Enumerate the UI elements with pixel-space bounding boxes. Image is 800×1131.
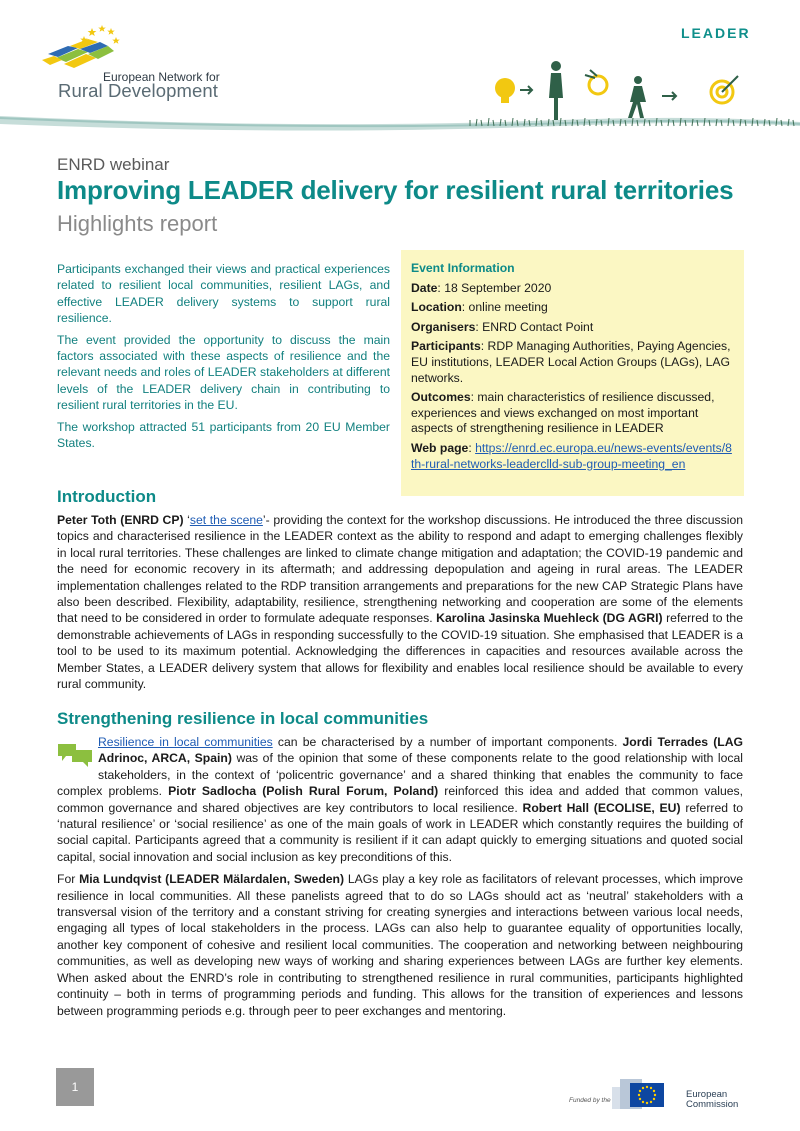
intro-paragraph: The workshop attracted 51 participants from 20 EU Member States. (57, 419, 390, 451)
page-title: Improving LEADER delivery for resilient rural territories (57, 175, 734, 205)
event-webpage: Web page: https://enrd.ec.europa.eu/news-events/events/8th-rural-networks-leaderclld-sub-group-meeting_en (411, 440, 732, 471)
set-the-scene-link[interactable]: set the scene (189, 513, 263, 527)
funded-by-label: Funded by the (569, 1097, 611, 1104)
resilience-heading: Strengthening resilience in local communities (57, 709, 429, 728)
resilience-paragraph: For Mia Lundqvist (LEADER Mälardalen, Sweden) LAGs play a key role as facilitators of relevant processes, which improve resilience in local communities. All these panelists agreed that to do so LAGs should act as ‘neutral’ stakeholders with a transversal vision of the territory and a constant striving for creating synergies and interactions between various local needs, engaging all types of local stakeholders in the process. LAGs can also help to guarantee equality of opportunities locally, another key component of cohesive and resilient local communities. The cooperation and networking between neighbouring communities, as well as developing new ways of working and sharing experiences between LAGs are further key elements. When asked about the ENRD’s role in contributing to strengthened resilience in rural communities, participants highlighted continuity – both in terms of programming periods and funding. This allows for the transition of experiences and lessons between programming periods e.g. through peer to peer exchanges and mentoring. (57, 872, 744, 1018)
event-participants: Participants: RDP Managing Authorities, Paying Agencies, EU institutions, LEADER Local Action Groups (LAGs), LAG networks. (411, 339, 731, 385)
ec-label-line1: European (686, 1089, 728, 1100)
intro-paragraph: The event provided the opportunity to discuss the main factors associated with these aspects of resilience and the relevant needs and roles of LEADER stakeholders at different levels of the LEADER delivery chain in contributing to resilient rural territories in the EU. (57, 332, 390, 413)
event-webpage-link[interactable]: https://enrd.ec.europa.eu/news-events/events/8th-rural-networks-leaderclld-sub-group-meeting_en (411, 440, 732, 471)
ec-label-line2: Commission (686, 1099, 739, 1110)
page-number: 1 (56, 1068, 94, 1106)
resilience-link[interactable]: Resilience in local communities (98, 735, 273, 749)
header-illustration-icon (0, 40, 800, 140)
event-information-box (401, 250, 744, 496)
event-date: Date: 18 September 2020 (411, 280, 552, 295)
event-heading: Event Information (411, 261, 515, 275)
logo-text-line1: European Network for (103, 70, 220, 84)
event-organisers: Organisers: ENRD Contact Point (411, 319, 594, 334)
speaker-name: Mia Lundqvist (LEADER Mälardalen, Sweden) (79, 872, 345, 887)
speaker-name: Piotr Sadlocha (Polish Rural Forum, Poland) (168, 784, 439, 799)
speaker-name: Jordi Terrades (LAG Adrinoc, ARCA, Spain) (98, 735, 744, 766)
intro-summary (57, 261, 390, 456)
resilience-text (57, 734, 743, 1025)
eu-flag-icon (612, 1075, 682, 1111)
speaker-name: Peter Toth (ENRD CP) (57, 513, 184, 527)
pre-title: ENRD webinar (57, 155, 170, 174)
event-location: Location: online meeting (411, 300, 548, 315)
intro-paragraph: Participants exchanged their views and practical experiences related to resilient local communities, resilient LAGs, and effective LEADER delivery systems to support rural resilience. (57, 262, 390, 326)
introduction-heading: Introduction (57, 487, 157, 506)
event-outcomes: Outcomes: main characteristics of resilience discussed, experiences and views exchanged on most important aspects of strengthening resilience in LEADER (411, 390, 715, 436)
speaker-name: Robert Hall (ECOLISE, EU) (522, 800, 681, 815)
speaker-name: Karolina Jasinska Muehleck (DG AGRI) (436, 611, 663, 626)
section-label: LEADER (681, 25, 751, 41)
page-header (0, 0, 800, 140)
sub-title: Highlights report (57, 211, 218, 236)
resilience-paragraph: Resilience in local communities can be characterised by a number of important components. Jordi Terrades (LAG Adrinoc, ARCA, Spain) was of the opinion that some of these components relate to the good relationship with local stakeholders, in the context of ‘policentric governance’ and a shared thinking that enables the community to face complex problems. Piotr Sadlocha (Polish Rural Forum, Poland) reinforced this idea and added that common values, common governance and shared objectives are key contributors to local resilience. Robert Hall (ECOLISE, EU) referred to ‘natural resilience’ or ‘social resilience’ as one of the main goals of work in LEADER which constantly requires the building of social capital. Participants agreed that a community is resilient if it can adapt quickly to emerging situations and quoted social capital, social innovation and social inclusion as key preconditions of this. (57, 735, 744, 864)
introduction-text: Peter Toth (ENRD CP) ‘set the scene’- providing the context for the workshop discussions. He introduced the three discussion topics and characterised resilience in the LEADER context as the ability to respond and adapt to emerging challenges flexibly in local rural territories. These challenges are linked to climate change mitigation and adaptation; the COVID-19 pandemic and the need for economic recovery in its aftermath; and addressing depopulation and ageing in rural areas. The LEADER implementation challenges related to the RDP transition arrangements and preparations for the new CAP Strategic Plans have also been described. Flexibility, adaptability, resilience, strengthening networking and cooperation are some of the elements that need to be considered in order to formulate adequate responses. Karolina Jasinska Muehleck (DG AGRI) referred to the demonstrable achievements of LAGs in responding successfully to the COVID-19 situation. She emphasised that LEADER is a tool to be used to its maximum potential. Acknowledging the differences in capacities and resources available across the Member States, a LEADER delivery system that allows for flexibility and enables local resilience should be available to every rural community. (57, 513, 744, 692)
logo-text-line2: Rural Development (58, 80, 219, 101)
